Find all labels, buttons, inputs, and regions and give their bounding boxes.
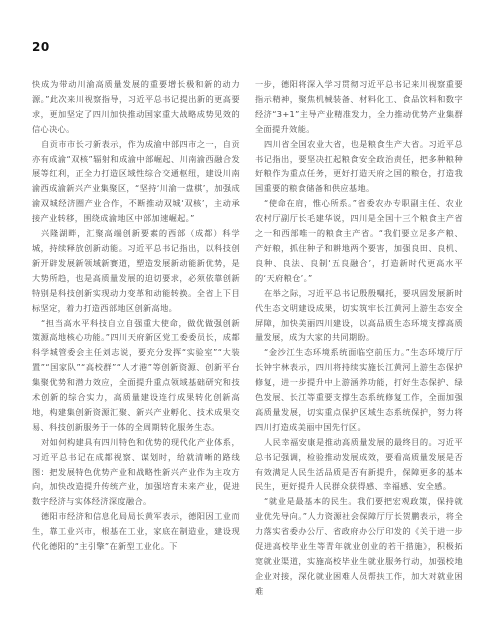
paragraph: 快成为带动川渝高质量发展的重要增长极和新的动力源。”此次来川视察指导，习近平总书记提出新的更高要求，更加坚定了四川加快推动国家重大战略成势见效的信心决心。 (32, 79, 240, 134)
paragraph: 对如何构建具有四川特色和优势的现代化产业体系，习近平总书记在成都视察、谋划时，给就清晰的路线图：把发展特色优势产业和战略性新兴产业作为主攻方向，加快改造提升传统产业，加强培育未来产业，促进数字经济与实体经济深度融合。 (32, 436, 240, 507)
paragraph: 德阳市经济和信息化局局长黄军表示，德阳因工业而生，靠工业兴市，根基在工业，家底在制造业，建设现代化德阳的“主引擎”在新型工业化。下 (32, 511, 240, 552)
paragraph: 自贡市市长刁新表示，作为成渝中部四市之一，自贡亦有成渝“双核”辐射和成渝中部崛起、川南渝西融合发展等红利，正全力打造区域性综合交通枢纽，建设川南渝西成渝新兴产业集聚区，“坚持‘川渝一盘棋’，加强成渝双城经济圈产业合作，不断推动双城‘双核’，主动承接产业转移，围绕成渝地区中部加速崛起。” (32, 138, 240, 224)
paragraph: 人民幸福安康是推动高质量发展的最终目的。习近平总书记强调，检验推动发展成效，要看高质量发展是否有效满足人民生活品质是否有新提升，保障更多的基本民生，更好提升人民群众获得感、幸福感、安全感。 (255, 436, 463, 492)
page-number: 20 (32, 40, 50, 54)
paragraph: “使命在肩，惟心所系。”省委农办专职副主任、农业农村厅副厅长毛建华说，四川是全国十三个粮食主产省之一和西部唯一的粮食主产省。“我们要立足多产粮、产好粮，抓住种子和耕地两个要害，加强良田、良机、良种、良法、良制‘五良融合’，打造新时代更高水平的‘天府粮仓’。” (255, 198, 463, 283)
paragraph: “担当高水平科技自立自强重大使命，做优做强创新策源高地核心功能。”四川天府新区党工委委员长，成都科学城管委会主任刘志说，要充分发挥“实验室”“大装置”“国家队”“高校群”“人才港”等创新资源、创新平台集聚优势和潜力效应，全面提升重点领域基础研究和技术创新的综合实力，高质量建设连行成果转化创新高地，构建集创新资源汇聚、新兴产业孵化、技术成果交易、科技创新服务于一体的全周期转化服务生态。 (32, 317, 240, 432)
paragraph: 四川省全国农业大省，也是粮食生产大省。习近平总书记指出，要坚决扛起粮食安全政治责任，把多种粮种好粮作为重点任务，更好打造天府之国的粮仓，打造我国重要的粮食储备和供应基地。 (255, 138, 463, 194)
right-column (255, 77, 463, 599)
paragraph: 在举之际，习近平总书记殷殷嘱托，要巩固发展新时代生态文明建设成果，切实筑牢长江黄河上游生态安全屏障，加快美丽四川建设，以高品质生态环境支撑高质量发展，成为大家的共同期盼。 (255, 287, 463, 343)
paragraph: “就业是最基本的民生。我们要把宏观政策，保持就业优先导向。”人力资源社会保障厅厅长贺鹏表示，将全力落实省委办公厅、省政府办公厅印发的《关于进一步促进高校毕业生等青年就业创业的若干措施》，积极拓宽就业渠道，实施高校毕业生就业服务行动，加强校地企业对接，深化就业困难人员帮扶工作，加大对就业困难 (255, 496, 463, 596)
paragraph: “金沙江生态环境系统面临空前压力。”生态环境厅厅长钟宇林表示，四川将持续实施长江黄河上游生态保护修复，进一步提升中上游涵养功能，打好生态保护、绿色发展、长江等重要支撑生态系统修复工作，全面加强高质量发展，切实重点保护区域生态系统保护，努力将四川打造成美丽中国先行区。 (255, 347, 463, 432)
paragraph: 一步，德阳将深入学习贯彻习近平总书记来川视察重要指示精神，聚焦机械装备、材料化工、食品饮料和数字经济“3+1”主导产业精准发力，全力推动优势产业集群全面提升效能。 (255, 79, 463, 134)
left-column (32, 77, 240, 554)
paragraph: 兴隆湖畔，汇聚高端创新要素的西部（成都）科学城，持续释放创新动能。习近平总书记指出，以科技创新开辟发展新领域新赛道，塑造发展新动能新优势，是大势所趋，也是高质量发展的迫切要求，必须依靠创新特别是科技创新实现动力变革和动能转换。全省上下目标坚定，着力打造西部地区创新高地。 (32, 228, 240, 313)
